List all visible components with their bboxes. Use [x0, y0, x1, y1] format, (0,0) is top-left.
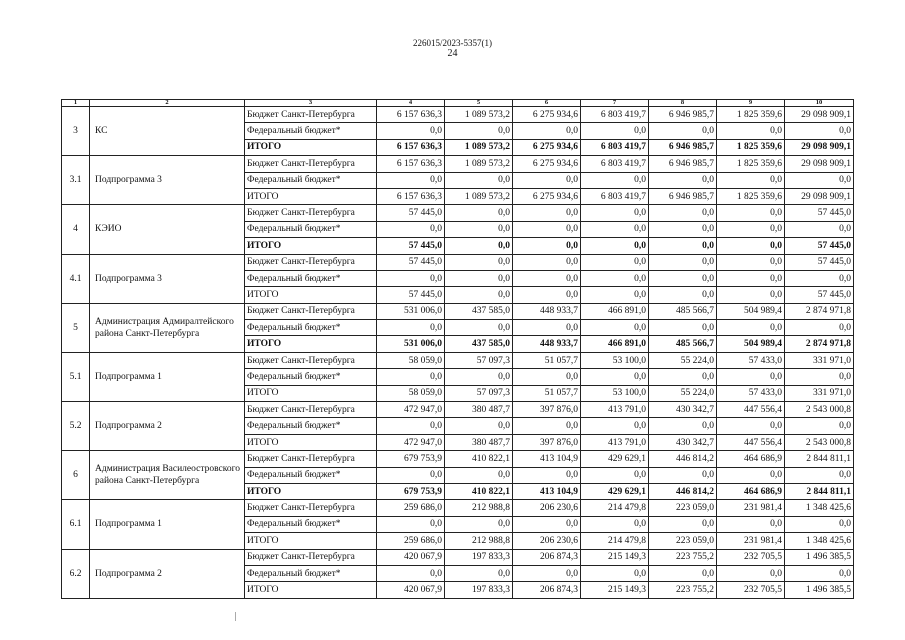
row-index: 5.2 [62, 402, 90, 451]
amount-cell: 0,0 [581, 270, 649, 286]
row-index: 6.2 [62, 549, 90, 598]
row-name: Подпрограмма 1 [90, 500, 245, 549]
amount-cell: 531 006,0 [377, 336, 445, 352]
amount-cell: 472 947,0 [377, 434, 445, 450]
amount-cell: 448 933,7 [513, 303, 581, 319]
row-index: 5 [62, 303, 90, 352]
amount-cell: 1 089 573,2 [445, 107, 513, 123]
amount-cell: 53 100,0 [581, 352, 649, 368]
amount-cell: 0,0 [513, 205, 581, 221]
amount-cell: 0,0 [649, 270, 717, 286]
amount-cell: 0,0 [785, 418, 854, 434]
funding-source: Бюджет Санкт-Петербурга [245, 254, 377, 270]
amount-cell: 6 275 934,6 [513, 188, 581, 204]
amount-cell: 231 981,4 [717, 500, 785, 516]
amount-cell: 466 891,0 [581, 336, 649, 352]
funding-source: ИТОГО [245, 287, 377, 303]
amount-cell: 0,0 [445, 565, 513, 581]
amount-cell: 0,0 [513, 172, 581, 188]
column-number: 7 [581, 100, 649, 107]
amount-cell: 0,0 [581, 320, 649, 336]
amount-cell: 679 753,9 [377, 451, 445, 467]
amount-cell: 504 989,4 [717, 303, 785, 319]
amount-cell: 0,0 [513, 270, 581, 286]
amount-cell: 0,0 [649, 516, 717, 532]
registration-code: 226015/2023-5357(1) [413, 38, 492, 48]
amount-cell: 29 098 909,1 [785, 139, 854, 155]
budget-table [61, 99, 854, 599]
amount-cell: 0,0 [581, 287, 649, 303]
amount-cell: 57 445,0 [377, 287, 445, 303]
amount-cell: 0,0 [717, 369, 785, 385]
funding-source: Федеральный бюджет* [245, 418, 377, 434]
amount-cell: 58 059,0 [377, 385, 445, 401]
amount-cell: 29 098 909,1 [785, 156, 854, 172]
amount-cell: 223 059,0 [649, 533, 717, 549]
funding-source: Бюджет Санкт-Петербурга [245, 107, 377, 123]
amount-cell: 57 097,3 [445, 385, 513, 401]
amount-cell: 6 157 636,3 [377, 139, 445, 155]
column-number: 10 [785, 100, 854, 107]
row-name: Подпрограмма 3 [90, 156, 245, 205]
amount-cell: 437 585,0 [445, 336, 513, 352]
amount-cell: 0,0 [513, 123, 581, 139]
column-number: 8 [649, 100, 717, 107]
amount-cell: 57 445,0 [785, 238, 854, 254]
amount-cell: 259 686,0 [377, 533, 445, 549]
amount-cell: 466 891,0 [581, 303, 649, 319]
amount-cell: 0,0 [649, 565, 717, 581]
amount-cell: 472 947,0 [377, 402, 445, 418]
amount-cell: 0,0 [581, 205, 649, 221]
amount-cell: 0,0 [513, 516, 581, 532]
amount-cell: 0,0 [717, 418, 785, 434]
amount-cell: 413 791,0 [581, 402, 649, 418]
amount-cell: 0,0 [445, 320, 513, 336]
amount-cell: 0,0 [785, 221, 854, 237]
table-row [62, 156, 854, 172]
row-name: Администрация Василеостровского района Санкт-Петербурга [90, 451, 245, 500]
amount-cell: 0,0 [581, 418, 649, 434]
amount-cell: 57 097,3 [445, 352, 513, 368]
amount-cell: 0,0 [785, 320, 854, 336]
column-number: 5 [445, 100, 513, 107]
amount-cell: 420 067,9 [377, 549, 445, 565]
row-index: 3.1 [62, 156, 90, 205]
funding-source: Бюджет Санкт-Петербурга [245, 402, 377, 418]
amount-cell: 0,0 [445, 287, 513, 303]
amount-cell: 420 067,9 [377, 582, 445, 598]
amount-cell: 430 342,7 [649, 434, 717, 450]
amount-cell: 6 275 934,6 [513, 107, 581, 123]
amount-cell: 6 803 419,7 [581, 139, 649, 155]
amount-cell: 197 833,3 [445, 582, 513, 598]
column-number: 6 [513, 100, 581, 107]
amount-cell: 1 089 573,2 [445, 139, 513, 155]
funding-source: Федеральный бюджет* [245, 516, 377, 532]
amount-cell: 0,0 [649, 221, 717, 237]
amount-cell: 0,0 [581, 238, 649, 254]
amount-cell: 0,0 [581, 369, 649, 385]
amount-cell: 0,0 [377, 221, 445, 237]
amount-cell: 0,0 [717, 270, 785, 286]
amount-cell: 206 874,3 [513, 549, 581, 565]
amount-cell: 223 755,2 [649, 549, 717, 565]
amount-cell: 0,0 [785, 467, 854, 483]
row-index: 5.1 [62, 352, 90, 401]
funding-source: ИТОГО [245, 139, 377, 155]
amount-cell: 6 946 985,7 [649, 188, 717, 204]
amount-cell: 1 348 425,6 [785, 500, 854, 516]
funding-source: ИТОГО [245, 336, 377, 352]
amount-cell: 0,0 [377, 565, 445, 581]
funding-source: Бюджет Санкт-Петербурга [245, 451, 377, 467]
amount-cell: 0,0 [377, 516, 445, 532]
amount-cell: 0,0 [649, 205, 717, 221]
amount-cell: 259 686,0 [377, 500, 445, 516]
row-index: 6.1 [62, 500, 90, 549]
amount-cell: 0,0 [717, 172, 785, 188]
amount-cell: 215 149,3 [581, 549, 649, 565]
amount-cell: 0,0 [649, 238, 717, 254]
amount-cell: 447 556,4 [717, 434, 785, 450]
amount-cell: 413 104,9 [513, 483, 581, 499]
amount-cell: 57 433,0 [717, 352, 785, 368]
row-name: Подпрограмма 1 [90, 352, 245, 401]
amount-cell: 413 791,0 [581, 434, 649, 450]
amount-cell: 57 445,0 [785, 254, 854, 270]
row-name: Подпрограмма 2 [90, 549, 245, 598]
table-row [62, 303, 854, 319]
amount-cell: 380 487,7 [445, 434, 513, 450]
amount-cell: 6 803 419,7 [581, 156, 649, 172]
amount-cell: 0,0 [717, 205, 785, 221]
funding-source: ИТОГО [245, 483, 377, 499]
amount-cell: 0,0 [445, 254, 513, 270]
amount-cell: 531 006,0 [377, 303, 445, 319]
amount-cell: 57 445,0 [377, 205, 445, 221]
amount-cell: 331 971,0 [785, 385, 854, 401]
amount-cell: 53 100,0 [581, 385, 649, 401]
amount-cell: 57 445,0 [377, 254, 445, 270]
table-row [62, 107, 854, 123]
amount-cell: 6 803 419,7 [581, 188, 649, 204]
amount-cell: 0,0 [377, 467, 445, 483]
amount-cell: 0,0 [649, 369, 717, 385]
amount-cell: 57 445,0 [785, 287, 854, 303]
amount-cell: 0,0 [377, 418, 445, 434]
table-row [62, 402, 854, 418]
amount-cell: 0,0 [513, 320, 581, 336]
amount-cell: 214 479,8 [581, 533, 649, 549]
amount-cell: 212 988,8 [445, 533, 513, 549]
table-row [62, 352, 854, 368]
row-index: 4.1 [62, 254, 90, 303]
amount-cell: 0,0 [581, 221, 649, 237]
row-index: 4 [62, 205, 90, 254]
column-number-row [62, 100, 854, 107]
funding-source: Федеральный бюджет* [245, 123, 377, 139]
amount-cell: 0,0 [513, 467, 581, 483]
amount-cell: 58 059,0 [377, 352, 445, 368]
amount-cell: 0,0 [377, 320, 445, 336]
funding-source: Федеральный бюджет* [245, 467, 377, 483]
amount-cell: 0,0 [717, 320, 785, 336]
amount-cell: 397 876,0 [513, 434, 581, 450]
amount-cell: 0,0 [717, 123, 785, 139]
amount-cell: 0,0 [785, 565, 854, 581]
column-number: 2 [90, 100, 245, 107]
amount-cell: 0,0 [581, 516, 649, 532]
funding-source: Бюджет Санкт-Петербурга [245, 549, 377, 565]
row-index: 3 [62, 107, 90, 156]
amount-cell: 464 686,9 [717, 483, 785, 499]
amount-cell: 0,0 [785, 123, 854, 139]
amount-cell: 1 825 359,6 [717, 188, 785, 204]
amount-cell: 0,0 [377, 369, 445, 385]
amount-cell: 206 230,6 [513, 500, 581, 516]
amount-cell: 206 230,6 [513, 533, 581, 549]
amount-cell: 223 755,2 [649, 582, 717, 598]
amount-cell: 6 157 636,3 [377, 107, 445, 123]
amount-cell: 231 981,4 [717, 533, 785, 549]
row-name: Администрация Адмиралтейского района Санкт-Петербурга [90, 303, 245, 352]
amount-cell: 223 059,0 [649, 500, 717, 516]
funding-source: ИТОГО [245, 188, 377, 204]
amount-cell: 0,0 [717, 287, 785, 303]
funding-source: ИТОГО [245, 238, 377, 254]
amount-cell: 410 822,1 [445, 483, 513, 499]
amount-cell: 212 988,8 [445, 500, 513, 516]
amount-cell: 446 814,2 [649, 483, 717, 499]
amount-cell: 0,0 [445, 418, 513, 434]
amount-cell: 0,0 [513, 254, 581, 270]
amount-cell: 2 874 971,8 [785, 336, 854, 352]
funding-source: ИТОГО [245, 582, 377, 598]
amount-cell: 197 833,3 [445, 549, 513, 565]
amount-cell: 29 098 909,1 [785, 107, 854, 123]
amount-cell: 2 844 811,1 [785, 451, 854, 467]
amount-cell: 0,0 [513, 287, 581, 303]
amount-cell: 6 946 985,7 [649, 156, 717, 172]
amount-cell: 57 445,0 [377, 238, 445, 254]
amount-cell: 437 585,0 [445, 303, 513, 319]
amount-cell: 0,0 [649, 254, 717, 270]
amount-cell: 1 825 359,6 [717, 107, 785, 123]
amount-cell: 1 496 385,5 [785, 582, 854, 598]
amount-cell: 0,0 [649, 467, 717, 483]
amount-cell: 0,0 [445, 369, 513, 385]
amount-cell: 0,0 [445, 270, 513, 286]
funding-source: Федеральный бюджет* [245, 565, 377, 581]
amount-cell: 6 803 419,7 [581, 107, 649, 123]
funding-source: ИТОГО [245, 385, 377, 401]
funding-source: Федеральный бюджет* [245, 320, 377, 336]
amount-cell: 206 874,3 [513, 582, 581, 598]
funding-source: Федеральный бюджет* [245, 172, 377, 188]
amount-cell: 0,0 [785, 369, 854, 385]
amount-cell: 0,0 [377, 123, 445, 139]
amount-cell: 0,0 [785, 172, 854, 188]
row-name: Подпрограмма 3 [90, 254, 245, 303]
amount-cell: 380 487,7 [445, 402, 513, 418]
amount-cell: 2 543 000,8 [785, 434, 854, 450]
amount-cell: 504 989,4 [717, 336, 785, 352]
amount-cell: 0,0 [649, 418, 717, 434]
amount-cell: 0,0 [513, 221, 581, 237]
amount-cell: 679 753,9 [377, 483, 445, 499]
amount-cell: 0,0 [513, 565, 581, 581]
amount-cell: 0,0 [377, 270, 445, 286]
amount-cell: 413 104,9 [513, 451, 581, 467]
row-index: 6 [62, 451, 90, 500]
amount-cell: 1 089 573,2 [445, 156, 513, 172]
amount-cell: 0,0 [649, 320, 717, 336]
amount-cell: 0,0 [717, 516, 785, 532]
amount-cell: 57 433,0 [717, 385, 785, 401]
amount-cell: 0,0 [445, 172, 513, 188]
amount-cell: 214 479,8 [581, 500, 649, 516]
amount-cell: 0,0 [649, 287, 717, 303]
column-number: 3 [245, 100, 377, 107]
table-row [62, 549, 854, 565]
amount-cell: 1 825 359,6 [717, 139, 785, 155]
amount-cell: 430 342,7 [649, 402, 717, 418]
column-number: 9 [717, 100, 785, 107]
amount-cell: 1 348 425,6 [785, 533, 854, 549]
amount-cell: 0,0 [717, 467, 785, 483]
table-row [62, 500, 854, 516]
funding-source: Бюджет Санкт-Петербурга [245, 500, 377, 516]
table-row [62, 205, 854, 221]
table-row [62, 451, 854, 467]
amount-cell: 1 825 359,6 [717, 156, 785, 172]
amount-cell: 0,0 [513, 369, 581, 385]
amount-cell: 0,0 [513, 418, 581, 434]
amount-cell: 57 445,0 [785, 205, 854, 221]
amount-cell: 397 876,0 [513, 402, 581, 418]
amount-cell: 0,0 [445, 516, 513, 532]
row-name: КЭИО [90, 205, 245, 254]
funding-source: Бюджет Санкт-Петербурга [245, 352, 377, 368]
amount-cell: 464 686,9 [717, 451, 785, 467]
amount-cell: 0,0 [581, 467, 649, 483]
funding-source: Бюджет Санкт-Петербурга [245, 303, 377, 319]
amount-cell: 0,0 [445, 238, 513, 254]
amount-cell: 485 566,7 [649, 336, 717, 352]
amount-cell: 1 089 573,2 [445, 188, 513, 204]
amount-cell: 429 629,1 [581, 451, 649, 467]
amount-cell: 0,0 [581, 123, 649, 139]
page-number: 24 [447, 48, 458, 59]
amount-cell: 51 057,7 [513, 385, 581, 401]
funding-source: Федеральный бюджет* [245, 369, 377, 385]
amount-cell: 0,0 [649, 123, 717, 139]
amount-cell: 447 556,4 [717, 402, 785, 418]
amount-cell: 6 946 985,7 [649, 107, 717, 123]
amount-cell: 0,0 [649, 172, 717, 188]
amount-cell: 448 933,7 [513, 336, 581, 352]
amount-cell: 0,0 [445, 221, 513, 237]
funding-source: Бюджет Санкт-Петербурга [245, 156, 377, 172]
funding-source: ИТОГО [245, 434, 377, 450]
amount-cell: 0,0 [445, 123, 513, 139]
amount-cell: 410 822,1 [445, 451, 513, 467]
amount-cell: 6 275 934,6 [513, 139, 581, 155]
amount-cell: 2 844 811,1 [785, 483, 854, 499]
amount-cell: 0,0 [717, 254, 785, 270]
amount-cell: 215 149,3 [581, 582, 649, 598]
amount-cell: 0,0 [717, 221, 785, 237]
amount-cell: 0,0 [581, 565, 649, 581]
row-name: КС [90, 107, 245, 156]
amount-cell: 0,0 [717, 565, 785, 581]
amount-cell: 331 971,0 [785, 352, 854, 368]
amount-cell: 446 814,2 [649, 451, 717, 467]
amount-cell: 0,0 [785, 516, 854, 532]
scan-mark [235, 612, 236, 621]
funding-source: ИТОГО [245, 533, 377, 549]
funding-source: Федеральный бюджет* [245, 270, 377, 286]
amount-cell: 485 566,7 [649, 303, 717, 319]
amount-cell: 55 224,0 [649, 385, 717, 401]
funding-source: Федеральный бюджет* [245, 221, 377, 237]
amount-cell: 0,0 [377, 172, 445, 188]
table-row [62, 254, 854, 270]
amount-cell: 6 157 636,3 [377, 188, 445, 204]
funding-source: Бюджет Санкт-Петербурга [245, 205, 377, 221]
amount-cell: 6 157 636,3 [377, 156, 445, 172]
amount-cell: 0,0 [717, 238, 785, 254]
amount-cell: 55 224,0 [649, 352, 717, 368]
amount-cell: 429 629,1 [581, 483, 649, 499]
amount-cell: 0,0 [581, 254, 649, 270]
amount-cell: 1 496 385,5 [785, 549, 854, 565]
amount-cell: 29 098 909,1 [785, 188, 854, 204]
amount-cell: 2 874 971,8 [785, 303, 854, 319]
amount-cell: 0,0 [513, 238, 581, 254]
amount-cell: 232 705,5 [717, 549, 785, 565]
column-number: 1 [62, 100, 90, 107]
amount-cell: 6 946 985,7 [649, 139, 717, 155]
amount-cell: 2 543 000,8 [785, 402, 854, 418]
amount-cell: 0,0 [445, 205, 513, 221]
amount-cell: 0,0 [581, 172, 649, 188]
column-number: 4 [377, 100, 445, 107]
amount-cell: 6 275 934,6 [513, 156, 581, 172]
amount-cell: 232 705,5 [717, 582, 785, 598]
amount-cell: 0,0 [785, 270, 854, 286]
row-name: Подпрограмма 2 [90, 402, 245, 451]
amount-cell: 0,0 [445, 467, 513, 483]
amount-cell: 51 057,7 [513, 352, 581, 368]
